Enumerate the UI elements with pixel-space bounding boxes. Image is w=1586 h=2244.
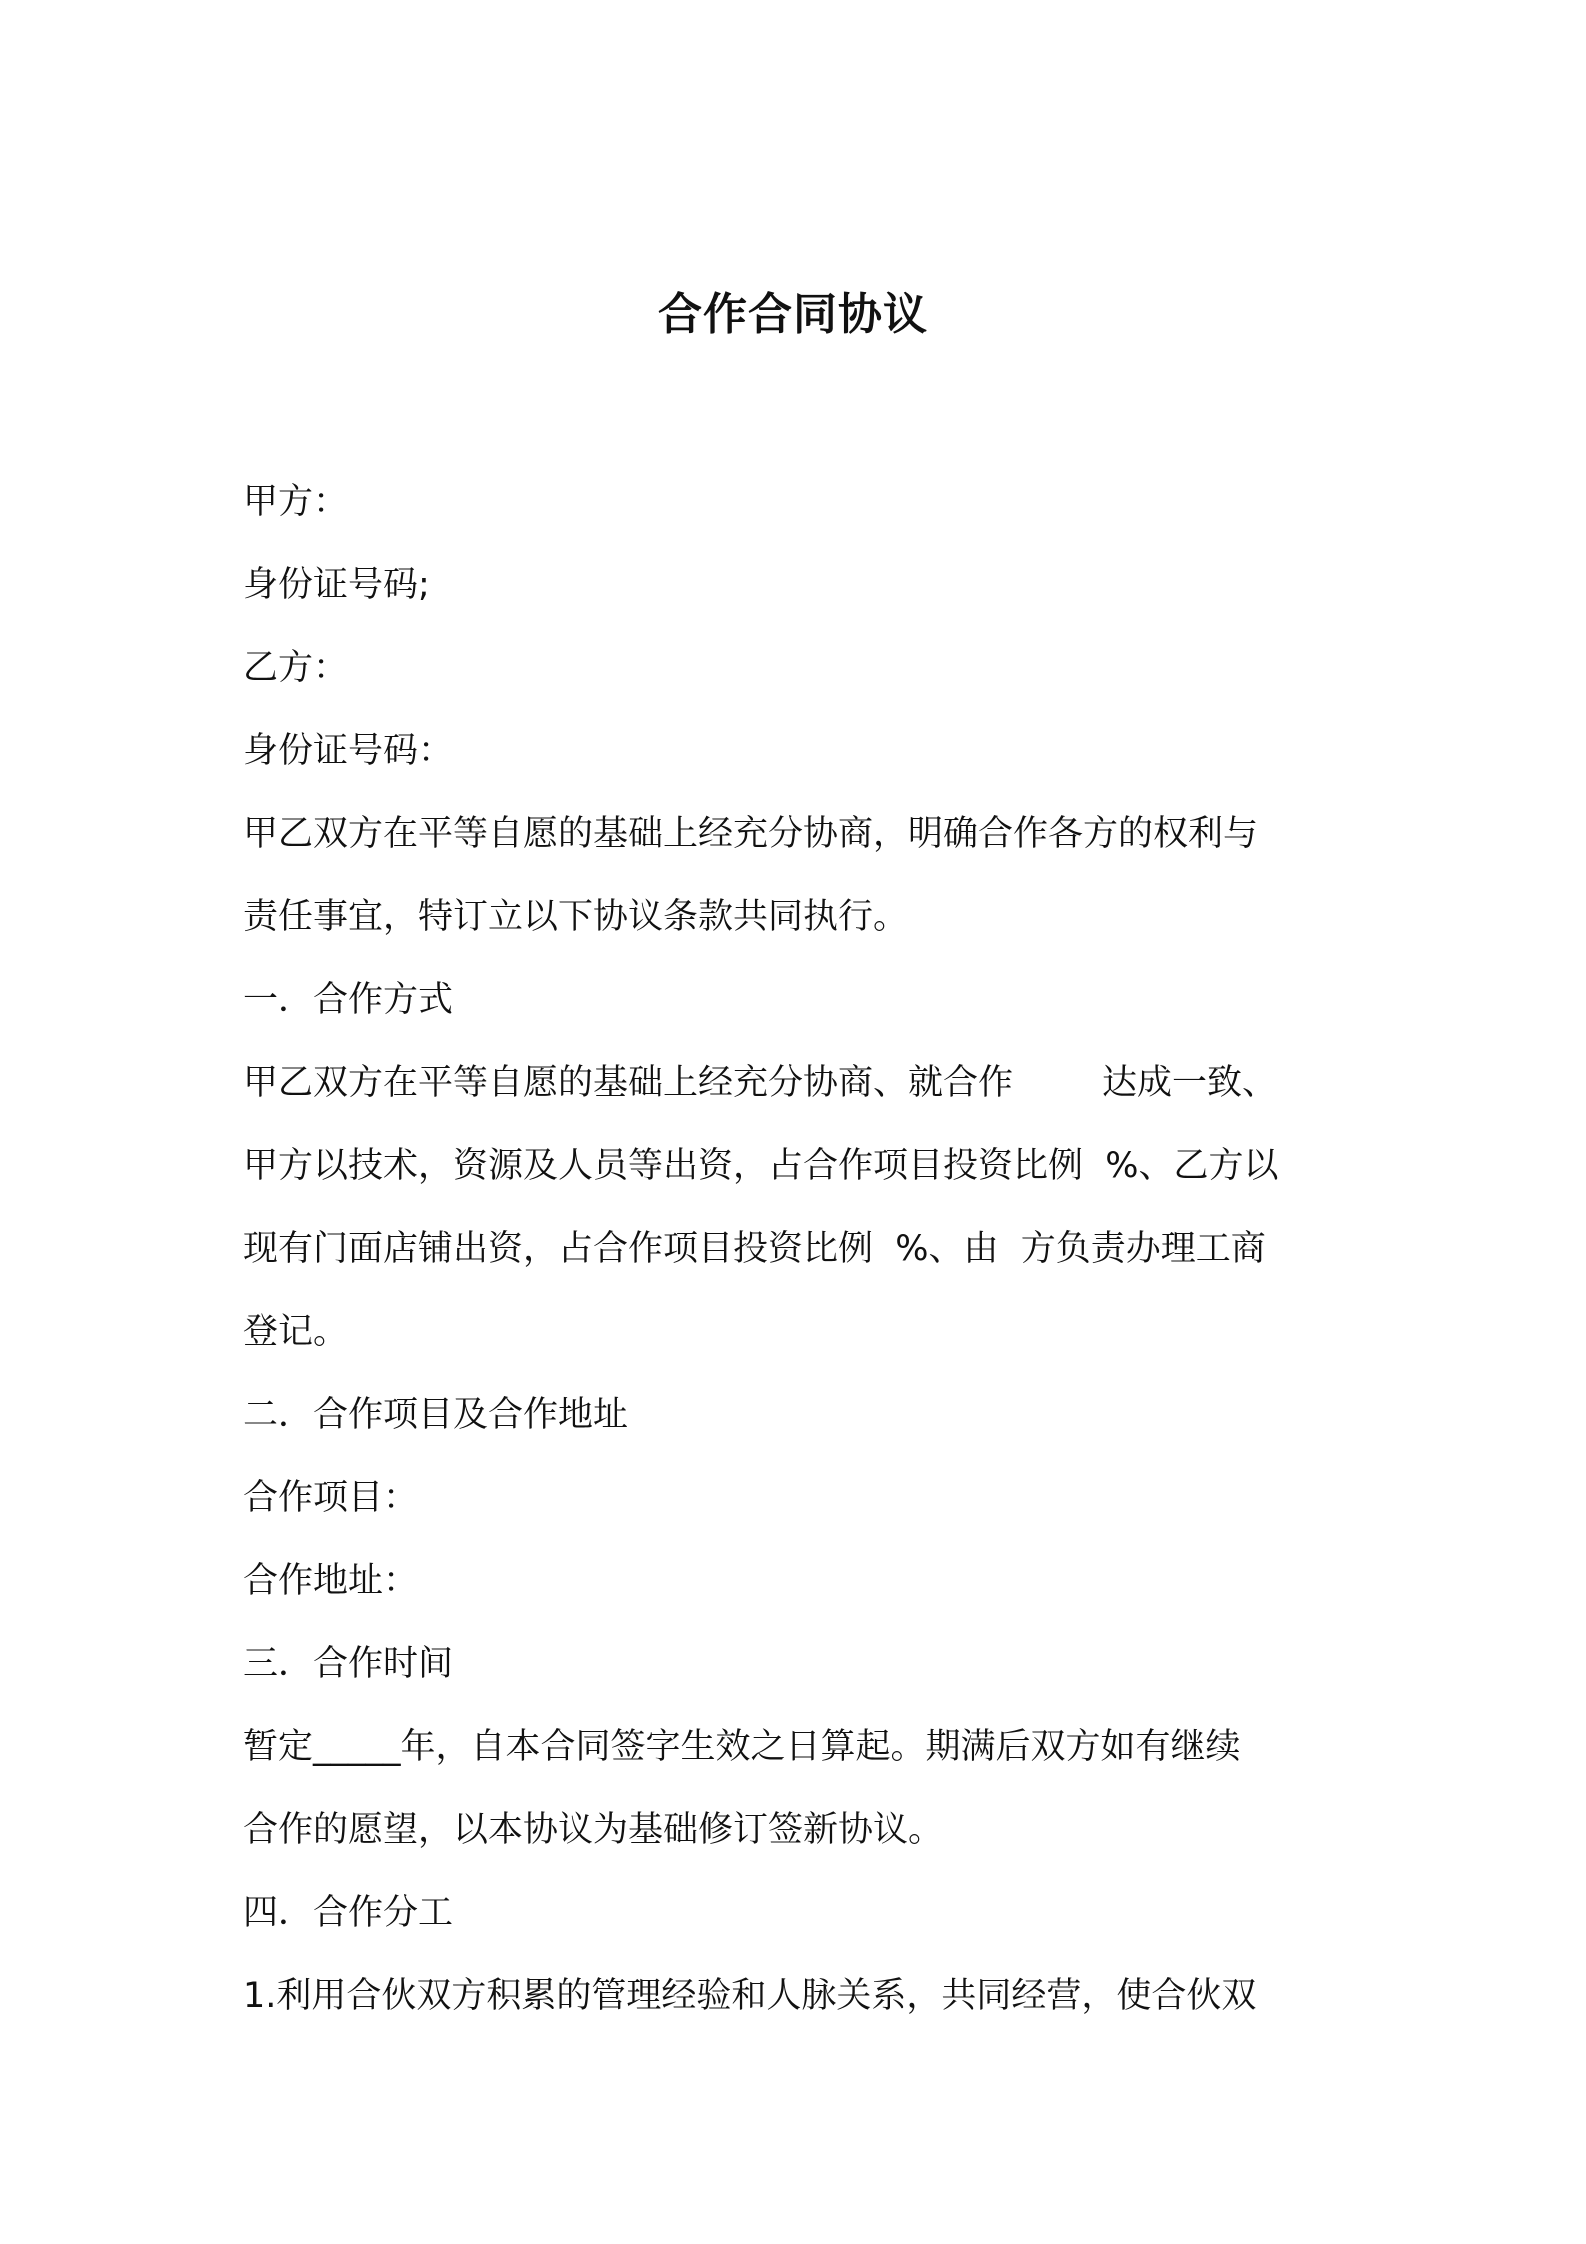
party-a-id-label: 身份证号码; bbox=[243, 565, 430, 605]
section-4-line-1: 1.利用合伙双方积累的管理经验和人脉关系，共同经营，使合伙双 bbox=[243, 1976, 1257, 2016]
document-title: 合作合同协议 bbox=[658, 289, 928, 340]
preamble-line-1: 甲乙双方在平等自愿的基础上经充分协商，明确合作各方的权利与 bbox=[243, 814, 1259, 854]
project-label: 合作项目： bbox=[243, 1478, 419, 1518]
section-1-heading: 一．合作方式 bbox=[243, 980, 454, 1020]
address-label: 合作地址： bbox=[243, 1561, 419, 1601]
section-3-line-2: 合作的愿望，以本协议为基础修订签新协议。 bbox=[243, 1810, 944, 1850]
party-b-label: 乙方： bbox=[243, 648, 349, 688]
section-2-heading: 二．合作项目及合作地址 bbox=[243, 1395, 629, 1435]
section-1-line-2: 甲方以技术，资源及人员等出资，占合作项目投资比例 %、乙方以 bbox=[243, 1146, 1279, 1186]
section-3-line-1: 暂定_____年，自本合同签字生效之日算起。期满后双方如有继续 bbox=[243, 1727, 1241, 1767]
section-3-heading: 三．合作时间 bbox=[243, 1644, 454, 1684]
preamble-line-2: 责任事宜，特订立以下协议条款共同执行。 bbox=[243, 897, 909, 937]
party-b-id-label: 身份证号码： bbox=[243, 731, 454, 771]
section-1-line-4: 登记。 bbox=[243, 1312, 349, 1352]
section-4-heading: 四．合作分工 bbox=[243, 1893, 454, 1933]
section-1-line-3: 现有门面店铺出资，占合作项目投资比例 %、由 方负责办理工商 bbox=[243, 1229, 1266, 1269]
party-a-label: 甲方： bbox=[243, 482, 349, 522]
section-1-line-1: 甲乙双方在平等自愿的基础上经充分协商、就合作 达成一致、 bbox=[243, 1063, 1278, 1103]
